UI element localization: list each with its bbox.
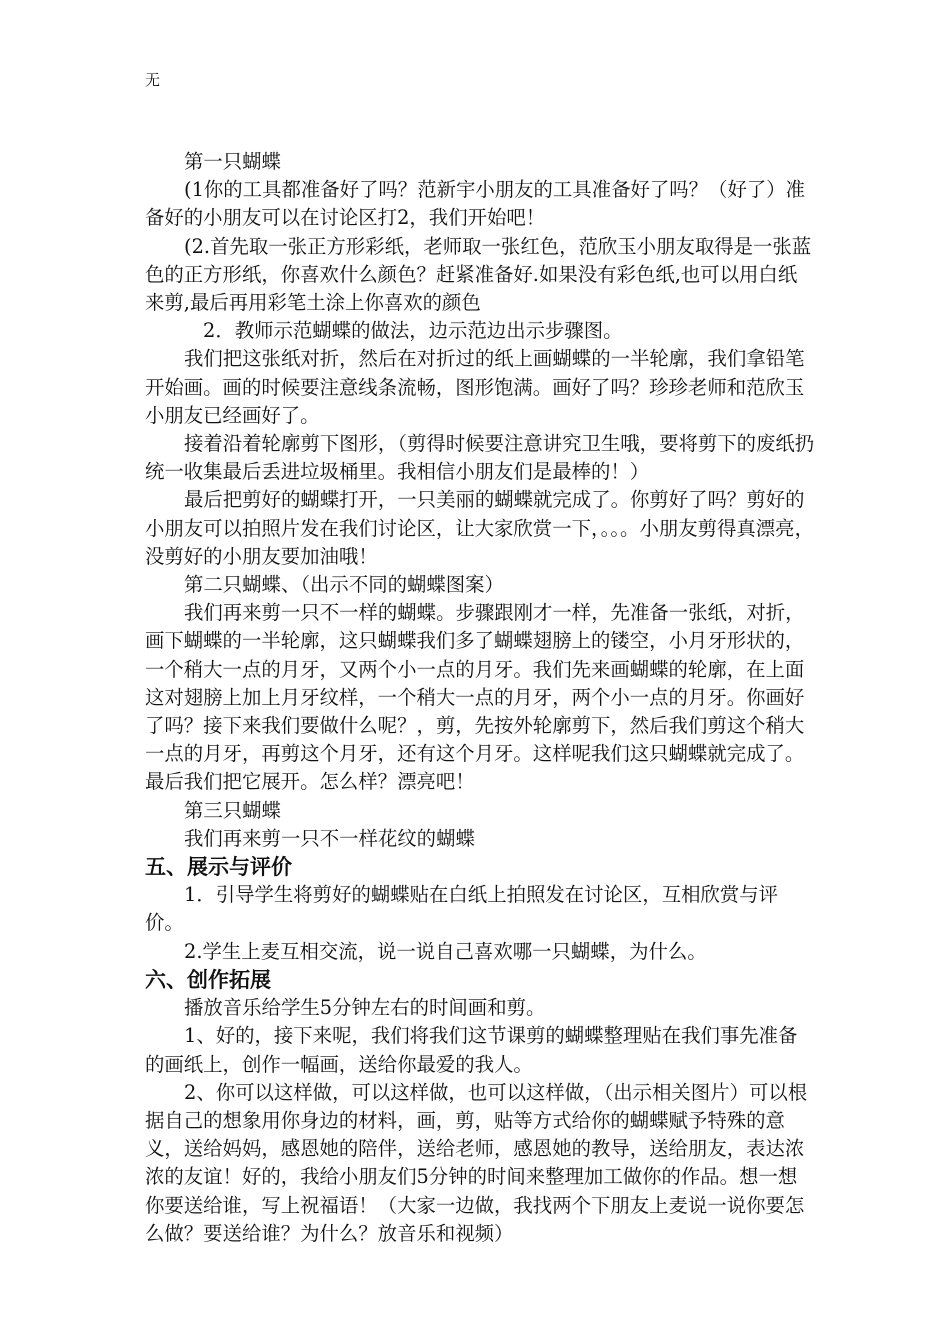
document-body [145, 148, 815, 1248]
subheading-first-butterfly: 第一只蝴蝶 [184, 150, 281, 173]
subheading-second-butterfly: 第二只蝴蝶、（出示不同的蝴蝶图案） [184, 573, 504, 597]
paragraph-third-butterfly: 我们再来剪一只不一样花纹的蝴蝶 [184, 826, 475, 850]
paragraph-second-butterfly-steps: 我们再来剪一只不一样的蝴蝶。步骤跟刚才一样，先准备一张纸，对折，画下蝴蝶的一半轮廓，这只蝴蝶我们多了蝴蝶翅膀上的镂空，小月牙形状的，一个稍大一点的月牙，又两个小一点的月牙。我们先来画蝴蝶的轮廓，在上面这对翅膀上加上月牙纹样，一个稍大一点的月牙，两个小一点的月牙。你画好了吗？接下来我们要做什么呢？，剪，先按外轮廓剪下，然后我们剪这个稍大一点的月牙，再剪这个月牙，还有这个月牙。这样呢我们这只蝴蝶就完成了。最后我们把它展开。怎么样？漂亮吧！ [145, 601, 805, 794]
section-heading-creative-extension: 六、创作拓展 [145, 967, 271, 992]
paragraph-play-music: 播放音乐给学生5分钟左右的时间画和剪。 [184, 996, 546, 1020]
paragraph-teacher-demo: 2．教师示范蝴蝶的做法，边示范边出示步骤图。 [203, 319, 623, 343]
paragraph-arrange-on-paper: 1、好的，接下来呢，我们将我们这节课剪的蝴蝶整理贴在我们事先准备的画纸上，创作一幅画，送给你最爱的我人。 [145, 1024, 798, 1076]
paragraph-fold-and-draw: 我们把这张纸对折，然后在对折过的纸上画蝴蝶的一半轮廓，我们拿铅笔开始画。画的时候要注意线条流畅，图形饱满。画好了吗？珍珍老师和范欣玉小朋友已经画好了。 [145, 347, 805, 427]
section-heading-display-evaluation: 五、展示与评价 [145, 855, 292, 880]
paragraph-exchange: 2.学生上麦互相交流，说一说自己喜欢哪一只蝴蝶，为什么。 [184, 939, 707, 963]
header-mark: 无 [145, 71, 161, 89]
paragraph-open-butterfly: 最后把剪好的蝴蝶打开，一只美丽的蝴蝶就完成了。你剪好了吗？剪好的小朋友可以拍照片发在我们讨论区，让大家欣赏一下，。。。小朋友剪得真漂亮，没剪好的小朋友要加油哦！ [145, 488, 814, 568]
paragraph-display-photo: 1．引导学生将剪好的蝴蝶贴在白纸上拍照发在讨论区，互相欣赏与评价。 [145, 883, 779, 935]
paragraph-creative-ideas: 2、你可以这样做，可以这样做，也可以这样做，（出示相关图片）可以根据自己的想象用你身边的材料，画，剪，贴等方式给你的蝴蝶赋予特殊的意义，送给妈妈，感恩她的陪伴，送给老师，感恩她的教导，送给朋友，表达浓浓的友谊！好的，我给小朋友们5分钟的时间来整理加工做你的作品。想一想你要送给谁，写上祝福语！（大家一边做，我找两个下朋友上麦说一说你要怎么做？要送给谁？为什么？放音乐和视频） [145, 1080, 808, 1245]
subheading-third-butterfly: 第三只蝴蝶 [184, 798, 281, 822]
paragraph-cut-outline: 接着沿着轮廓剪下图形，（剪得时候要注意讲究卫生哦，要将剪下的废纸扔统一收集最后丢进垃圾桶里。我相信小朋友们是最棒的！） [145, 432, 815, 484]
paragraph-tools-ready: (1你的工具都准备好了吗？范新宇小朋友的工具准备好了吗？（好了）准备好的小朋友可以在讨论区打2，我们开始吧！ [145, 178, 806, 230]
paragraph-colored-paper: (2.首先取一张正方形彩纸，老师取一张红色，范欣玉小朋友取得是一张蓝色的正方形纸，你喜欢什么颜色？赶紧准备好.如果没有彩色纸,也可以用白纸来剪,最后再用彩笔土涂上你喜欢的颜色 [145, 234, 812, 315]
